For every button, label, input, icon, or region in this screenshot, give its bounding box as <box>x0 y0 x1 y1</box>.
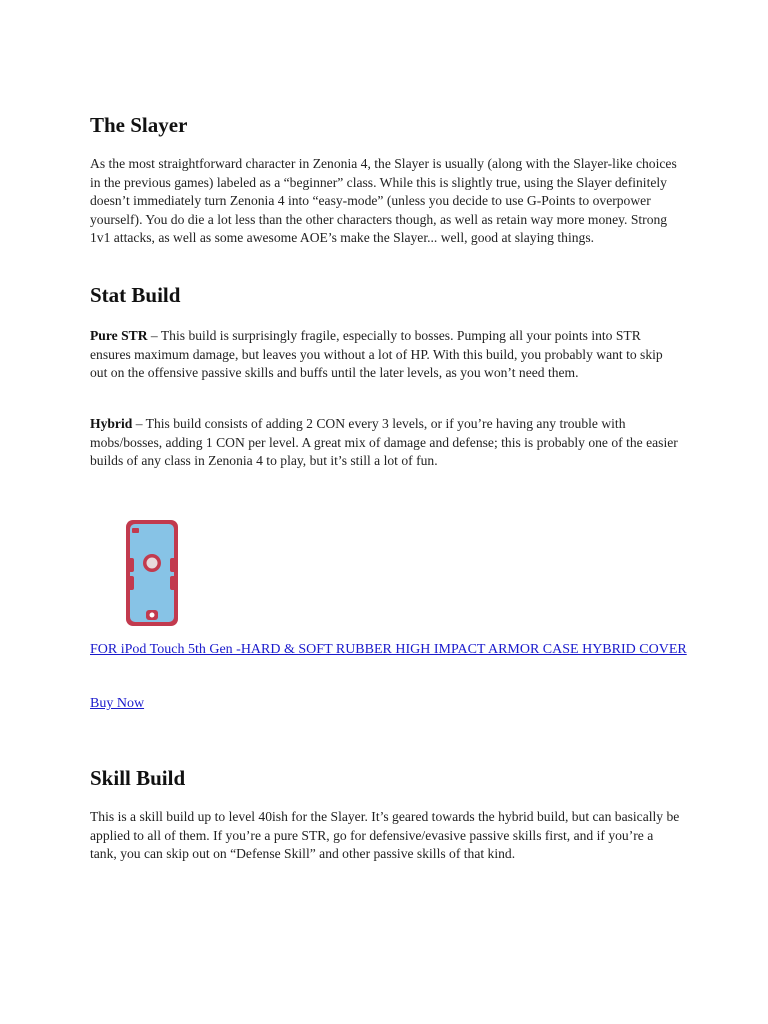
slayer-paragraph: As the most straightforward character in Zenonia 4, the Slayer is usually (along with the Slayer-like choices in the previous games) labeled as a “beginner” class. While this is slightly true, using the Slayer definitely doesn’t immediately turn Zenonia 4 into “easy-mode” (unless you decide to use G-Points to overpower yourself). You do die a lot less than the other characters though, as well as retain way more money. Strong 1v1 attacks, as well as some awesome AOE’s make the Slayer... well, good at slaying things. <box>90 156 677 245</box>
case-right-bumper-bottom <box>170 576 178 590</box>
hybrid-term: Hybrid <box>90 416 133 431</box>
pure-str-term: Pure STR <box>90 328 148 343</box>
case-body <box>130 524 174 622</box>
ipod-case-product-image[interactable] <box>124 518 180 628</box>
case-corner-mark <box>132 528 139 533</box>
skill-build-paragraph: This is a skill build up to level 40ish for the Slayer. It’s geared towards the hybrid build, but can basically be applied to all of them. If you’re a pure STR, go for defensive/evasive passive skills first, and if you’re a tank, you can skip out on “Defense Skill” and other passive skills of that kind. <box>90 809 680 861</box>
slayer-heading: The Slayer <box>90 113 188 137</box>
stat-build-heading: Stat Build <box>90 283 181 307</box>
product-link[interactable]: FOR iPod Touch 5th Gen -HARD & SOFT RUBBER HIGH IMPACT ARMOR CASE HYBRID COVER <box>90 642 687 657</box>
case-right-bumper-top <box>170 558 178 572</box>
pure-str-paragraph <box>90 327 682 383</box>
case-bottom-port-hole <box>150 613 155 618</box>
case-left-bumper-bottom <box>126 576 134 590</box>
pure-str-text: – This build is surprisingly fragile, especially to bosses. Pumping all your points into STR ensures maximum damage, but leaves you without a lot of HP. With this build, you probably want to skip out on the offensive passive skills and buffs until the later levels, as you won’t need them. <box>90 328 663 380</box>
case-left-bumper-top <box>126 558 134 572</box>
case-camera-hole <box>147 558 158 569</box>
skill-build-heading: Skill Build <box>90 766 186 790</box>
hybrid-paragraph <box>90 415 682 471</box>
hybrid-text: – This build consists of adding 2 CON every 3 levels, or if you’re having any trouble with mobs/bosses, adding 1 CON per level. A great mix of damage and defense; this is probably one of the easier builds of any class in Zenonia 4 to play, but it’s still a lot of fun. <box>90 416 678 468</box>
buy-now-link[interactable]: Buy Now <box>90 696 145 711</box>
